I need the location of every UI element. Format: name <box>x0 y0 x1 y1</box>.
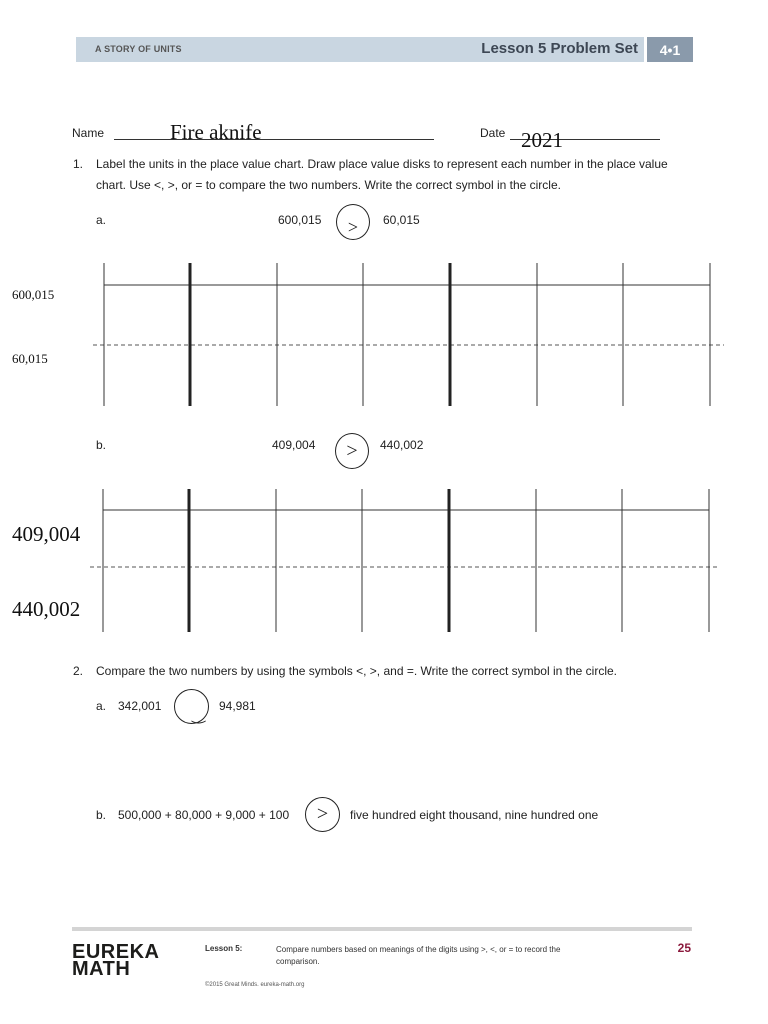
name-value: Fire aknife <box>170 120 262 144</box>
q2a-symbol: ‿ <box>192 706 205 724</box>
q1a-row-label-2: 60,015 <box>12 351 48 366</box>
q1a-chart-lines <box>93 263 724 406</box>
q2a-letter: a. <box>96 699 107 713</box>
eureka-math-logo <box>72 941 160 980</box>
q2b-symbol: > <box>316 803 329 825</box>
footer-copyright: ©2015 Great Minds. eureka-math.org <box>205 982 305 988</box>
question-1-text: Label the units in the place value chart. Draw place value disks to represent each number in the place value chart. Use <, >, or = to compare the two numbers. Write the correct symbol in the circle. <box>96 157 668 192</box>
q2b-left-expression: 500,000 + 80,000 + 9,000 + 100 <box>118 808 290 822</box>
q1b-right-number: 440,002 <box>380 438 424 452</box>
q2b-letter: b. <box>96 808 107 822</box>
question-2-number: 2. <box>73 664 84 678</box>
q2a-left-number: 342,001 <box>118 699 162 713</box>
q1b-row-label-1: 409,004 <box>12 522 81 546</box>
q2a-comparison-circle[interactable] <box>174 689 209 724</box>
q1b-row-label-2: 440,002 <box>12 597 81 621</box>
question-1-number: 1. <box>73 157 84 171</box>
q1b-letter: b. <box>96 438 107 452</box>
series-title: A STORY OF UNITS <box>95 44 182 54</box>
footer-description: Compare numbers based on meanings of the digits using >, <, or = to record the comparison. <box>276 945 561 966</box>
module-badge: 4•1 <box>647 37 693 62</box>
q2b-comparison-circle[interactable] <box>305 797 340 832</box>
date-label: Date <box>480 126 506 140</box>
q1a-left-number: 600,015 <box>278 213 322 227</box>
q2b-right-expression: five hundred eight thousand, nine hundred one <box>350 808 599 822</box>
q1b-comparison-circle[interactable] <box>335 433 369 469</box>
q1b-symbol: > <box>346 439 358 462</box>
q1a-letter: a. <box>96 213 107 227</box>
q1a-right-number: 60,015 <box>383 213 420 227</box>
lesson-title: Lesson 5 Problem Set <box>481 40 638 57</box>
name-label: Name <box>72 126 105 140</box>
q1b-left-number: 409,004 <box>272 438 316 452</box>
q2a-right-number: 94,981 <box>219 699 256 713</box>
question-2-text: Compare the two numbers by using the symbols <, >, and =. Write the correct symbol in the circle. <box>96 664 618 678</box>
page-number: 25 <box>677 941 691 955</box>
logo-line-1: EUREKA <box>72 941 160 963</box>
q1a-row-label-1: 600,015 <box>12 287 55 302</box>
logo-line-2: MATH <box>72 958 131 980</box>
q1b-chart-lines <box>90 489 720 632</box>
footer-lesson-label: Lesson 5: <box>205 944 243 953</box>
date-value: 2021 <box>521 128 563 152</box>
footer-rule <box>72 927 692 931</box>
q1a-symbol: > <box>347 216 359 237</box>
